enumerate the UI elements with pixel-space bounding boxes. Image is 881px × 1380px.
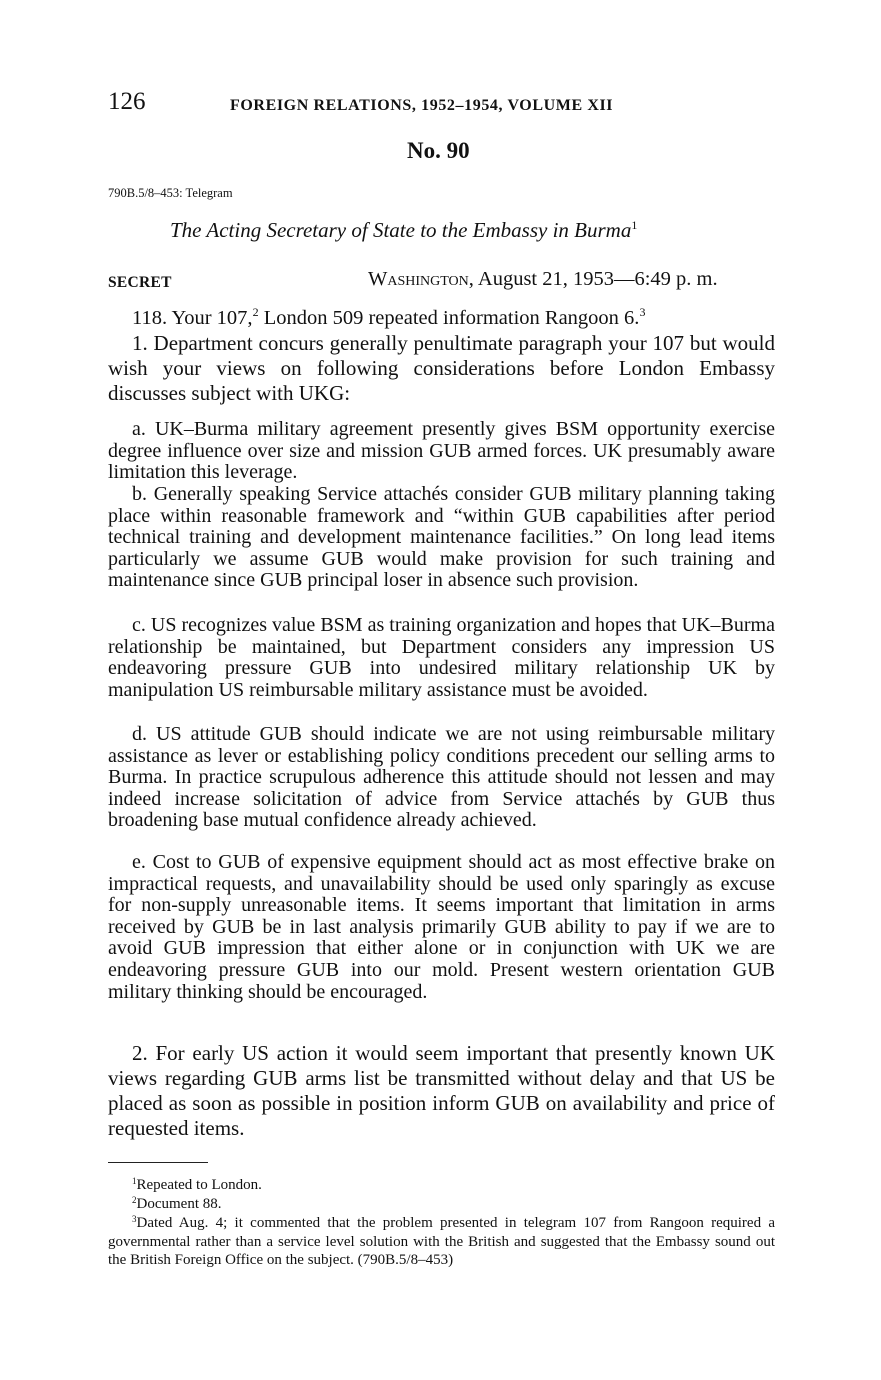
footnote-3 (108, 1210, 775, 1270)
dateline-place: Washington (368, 268, 469, 290)
document-title (170, 218, 637, 243)
paragraph-1: 1. Department concurs generally penultimate paragraph your 107 but would wish your views on following considerations before London Embassy discusses subject with UKG: (108, 331, 775, 405)
footnote-mark-3: 3 (639, 305, 646, 319)
footnote-2-text: Document 88. (136, 1196, 222, 1212)
footnote-1-mark: 1 (132, 1176, 137, 1186)
footnote-mark-1: 1 (631, 218, 638, 232)
file-reference: 790B.5/8–453: Telegram (108, 186, 233, 200)
reference-part-1: 118. Your 107, (132, 307, 253, 329)
footnote-2-mark: 2 (132, 1195, 137, 1205)
footnote-divider (108, 1162, 208, 1163)
paragraph-2: 2. For early US action it would seem important that presently known UK views regarding GUB arms list be transmitted without delay and that US be placed as soon as possible in position inform GUB on availability and price of requested items. (108, 1041, 775, 1140)
document-title-text: The Acting Secretary of State to the Embassy in Burma (170, 218, 632, 242)
page-number: 126 (108, 88, 146, 115)
item-d: d. US attitude GUB should indicate we are not using reimbursable military assistance as lever or establishing policy conditions precedent our selling arms to Burma. In practice scrupulous adherence this attitude should not lessen and may indeed increase solicitation of advice from Service attachés by GUB thus broadening base mutual confidence already achieved. (108, 723, 775, 832)
footnote-3-mark: 3 (132, 1214, 137, 1224)
footnote-1-text: Repeated to London. (136, 1177, 262, 1193)
item-b: b. Generally speaking Service attachés consider GUB military planning taking place within reasonable framework and “within GUB capabilities after period technical training and development maintenance facilities.” On long lead items particularly we assume GUB would make provision for such training and maintenance since GUB principal loser in absence such provision. (108, 483, 775, 592)
reference-part-2: London 509 repeated information Rangoon 6. (258, 307, 640, 329)
reference-line (132, 305, 645, 330)
dateline (368, 268, 718, 291)
item-e: e. Cost to GUB of expensive equipment should act as most effective brake on impractical requests, and unavailability should be used only sparingly as excuse for non-supply unreasonable items. It seems important that limitation in arms received by GUB be in last analysis primarily GUB ability to pay if we are to avoid GUB impression that either alone or in conjunction with UK we are endeavoring pressure GUB into our mold. Present western orientation GUB military thinking should be encouraged. (108, 851, 775, 1003)
item-c: c. US recognizes value BSM as training organization and hopes that UK–Burma relationship be maintained, but Department considers any impression US endeavoring pressure GUB into undesired military relationship UK by manipulation US reimbursable military assistance must be avoided. (108, 614, 775, 701)
document-number: No. 90 (407, 138, 470, 163)
classification: SECRET (108, 274, 172, 291)
footnote-3-text: Dated Aug. 4; it commented that the problem presented in telegram 107 from Rangoon required a governmental rather than a service level solution with the British and suggested that the Embassy sound out the British Foreign Office on the subject. (790B.5/8–453) (108, 1215, 775, 1268)
dateline-date: , August 21, 1953—6:49 p. m. (468, 268, 718, 290)
item-a: a. UK–Burma military agreement presently gives BSM opportunity exercise degree influence over size and mission GUB armed forces. UK presumably aware limitation this leverage. (108, 418, 775, 484)
footnote-mark-2: 2 (252, 305, 259, 319)
running-title: FOREIGN RELATIONS, 1952–1954, VOLUME XII (230, 97, 614, 114)
